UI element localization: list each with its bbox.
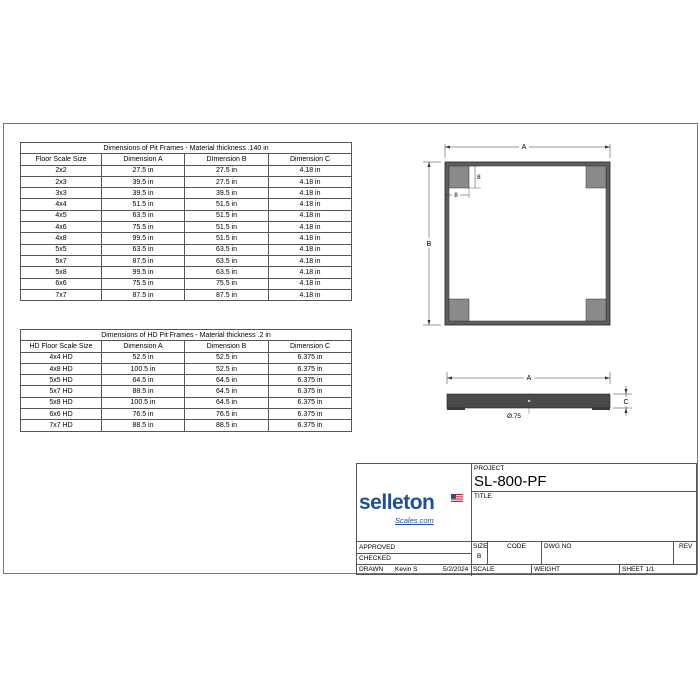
table-cell: 64.5 in — [102, 375, 185, 386]
title-block — [356, 463, 697, 575]
corner-plate — [586, 299, 606, 321]
table-row — [21, 222, 352, 233]
table-cell: 63.5 in — [102, 210, 185, 221]
table-cell: 4.18 in — [269, 199, 352, 210]
table-row — [21, 244, 352, 255]
table-cell: 52.5 in — [185, 363, 269, 374]
table-row — [21, 267, 352, 278]
corner-horizontal-dim: 8 — [454, 192, 458, 199]
table-cell: 4.18 in — [269, 244, 352, 255]
table-cell: 4.18 in — [269, 222, 352, 233]
table-cell: 6.375 in — [269, 375, 352, 386]
hd-pit-frames-table — [20, 329, 352, 432]
row-label: 4x8 — [21, 233, 102, 244]
corner-plate — [449, 299, 469, 321]
table-cell: 39.5 in — [185, 188, 269, 199]
column-header: Floor Scale Size — [21, 154, 102, 165]
table-row — [21, 289, 352, 300]
table-cell: 4.18 in — [269, 188, 352, 199]
table-cell: 99.5 in — [102, 233, 185, 244]
table-cell: 51.5 in — [185, 233, 269, 244]
logo — [357, 464, 471, 541]
table-title: Dimensions of HD Pit Frames - Material thickness .2 in — [21, 330, 352, 341]
table-cell: 39.5 in — [102, 188, 185, 199]
table-cell: 88.5 in — [185, 420, 269, 431]
table-cell: 63.5 in — [102, 244, 185, 255]
table-cell: 64.5 in — [185, 386, 269, 397]
table-cell: 4.18 in — [269, 255, 352, 266]
weight-label: WEIGHT — [534, 566, 560, 573]
table-row — [21, 386, 352, 397]
table-cell: 4.18 in — [269, 233, 352, 244]
row-label: 5x8 — [21, 267, 102, 278]
row-label: 4x8 HD — [21, 363, 102, 374]
table-cell: 4.18 in — [269, 267, 352, 278]
sheet-label: SHEET 1/1 — [622, 566, 655, 573]
table-row — [21, 352, 352, 363]
table-cell: 4.18 in — [269, 210, 352, 221]
drawn-label: DRAWN — [359, 566, 384, 573]
table-row — [21, 420, 352, 431]
table-cell: 51.5 in — [185, 210, 269, 221]
project-number: SL-800-PF — [474, 473, 547, 490]
table-cell: 51.5 in — [185, 199, 269, 210]
row-label: 4x4 — [21, 199, 102, 210]
table-cell: 6.375 in — [269, 420, 352, 431]
row-label: 4x6 — [21, 222, 102, 233]
table-cell: 6.375 in — [269, 397, 352, 408]
size-label: SIZE — [473, 543, 488, 550]
row-label: 3x3 — [21, 188, 102, 199]
table-row — [21, 199, 352, 210]
table-cell: 87.5 in — [102, 289, 185, 300]
table-cell: 4.18 in — [269, 165, 352, 176]
row-label: 6x6 HD — [21, 409, 102, 420]
side-dimension-a-label: A — [526, 375, 532, 382]
table-cell: 63.5 in — [185, 244, 269, 255]
logo-wordmark: selleton — [359, 491, 435, 514]
table-cell: 6.375 in — [269, 386, 352, 397]
corner-plate — [449, 166, 469, 188]
column-header: Dimension B — [185, 341, 269, 352]
table-row — [21, 375, 352, 386]
table-cell: 6.375 in — [269, 352, 352, 363]
table-cell: 64.5 in — [185, 397, 269, 408]
column-header: HD Floor Scale Size — [21, 341, 102, 352]
table-cell: 6.375 in — [269, 409, 352, 420]
row-label: 7x7 HD — [21, 420, 102, 431]
column-header: Dimension C — [269, 154, 352, 165]
column-header: Dimension C — [269, 341, 352, 352]
rev-label: REV — [679, 543, 693, 550]
row-label: 5x5 — [21, 244, 102, 255]
table-title: Dimensions of Pit Frames - Material thickness .140 in — [21, 143, 352, 154]
table-cell: 87.5 in — [185, 289, 269, 300]
column-header: Dimension A — [102, 341, 185, 352]
checked-label: CHECKED — [359, 555, 391, 562]
table-row — [21, 176, 352, 187]
table-cell: 63.5 in — [185, 267, 269, 278]
table-row — [21, 188, 352, 199]
column-header: DImension B — [185, 154, 269, 165]
table-cell: 88.5 in — [102, 420, 185, 431]
title-label: TITLE — [474, 493, 492, 500]
table-row — [21, 233, 352, 244]
table-row — [21, 278, 352, 289]
table-cell: 75.5 in — [185, 278, 269, 289]
row-label: 5x5 HD — [21, 375, 102, 386]
dwg-no-label: DWG NO — [544, 543, 572, 550]
table-cell: 52.5 in — [185, 352, 269, 363]
table-cell: 88.5 in — [102, 386, 185, 397]
row-label: 2x2 — [21, 165, 102, 176]
project-label: PROJECT — [474, 465, 505, 472]
table-body — [21, 165, 352, 301]
table-cell: 6.375 in — [269, 363, 352, 374]
logo-subtitle: Scales.com — [395, 516, 434, 525]
table-cell: 100.5 in — [102, 397, 185, 408]
row-label: 7x7 — [21, 289, 102, 300]
pit-frames-table — [20, 142, 352, 301]
column-header: Dimension A — [102, 154, 185, 165]
table-cell: 4.18 in — [269, 176, 352, 187]
table-cell: 52.5 in — [102, 352, 185, 363]
table-cell: 87.5 in — [102, 255, 185, 266]
table-cell: 99.5 in — [102, 267, 185, 278]
row-label: 6x6 — [21, 278, 102, 289]
table-cell: 51.5 in — [102, 199, 185, 210]
table-cell: 51.5 in — [185, 222, 269, 233]
table-cell: 75.5 in — [102, 278, 185, 289]
hole-diameter-label: Ø.75 — [506, 413, 522, 420]
corner-vertical-dim: 8 — [477, 174, 481, 181]
us-flag-icon — [451, 494, 463, 502]
scale-label: SCALE — [473, 566, 495, 573]
table-row — [21, 409, 352, 420]
table-cell: 100.5 in — [102, 363, 185, 374]
table-cell: 76.5 in — [102, 409, 185, 420]
approved-label: APPROVED — [359, 544, 396, 551]
side-view-drawing — [440, 368, 640, 426]
drawn-date: 5/2/2024 — [443, 566, 469, 573]
table-cell: 27.5 in — [102, 165, 185, 176]
top-view-drawing — [415, 138, 630, 333]
table-cell: 27.5 in — [185, 165, 269, 176]
row-label: 4x5 — [21, 210, 102, 221]
table-cell: 4.18 in — [269, 289, 352, 300]
corner-plate — [586, 166, 606, 188]
dimension-c-label: C — [623, 399, 629, 406]
row-label: 2x3 — [21, 176, 102, 187]
table-body — [21, 352, 352, 431]
table-cell: 27.5 in — [185, 176, 269, 187]
table-cell: 64.5 in — [185, 375, 269, 386]
row-label: 5x7 HD — [21, 386, 102, 397]
table-cell: 39.5 in — [102, 176, 185, 187]
table-row — [21, 397, 352, 408]
table-row — [21, 210, 352, 221]
row-label: 5x7 — [21, 255, 102, 266]
drawn-by: Kevin S — [395, 566, 418, 573]
code-label: CODE — [507, 543, 526, 550]
size-value: B — [477, 553, 482, 560]
table-row — [21, 255, 352, 266]
row-label: 4x4 HD — [21, 352, 102, 363]
table-cell: 4.18 in — [269, 278, 352, 289]
table-cell: 63.5 in — [185, 255, 269, 266]
dimension-b-label: B — [426, 241, 432, 248]
dimension-a-label: A — [521, 144, 527, 151]
table-cell: 75.5 in — [102, 222, 185, 233]
table-row — [21, 165, 352, 176]
row-label: 5x8 HD — [21, 397, 102, 408]
table-cell: 76.5 in — [185, 409, 269, 420]
table-row — [21, 363, 352, 374]
